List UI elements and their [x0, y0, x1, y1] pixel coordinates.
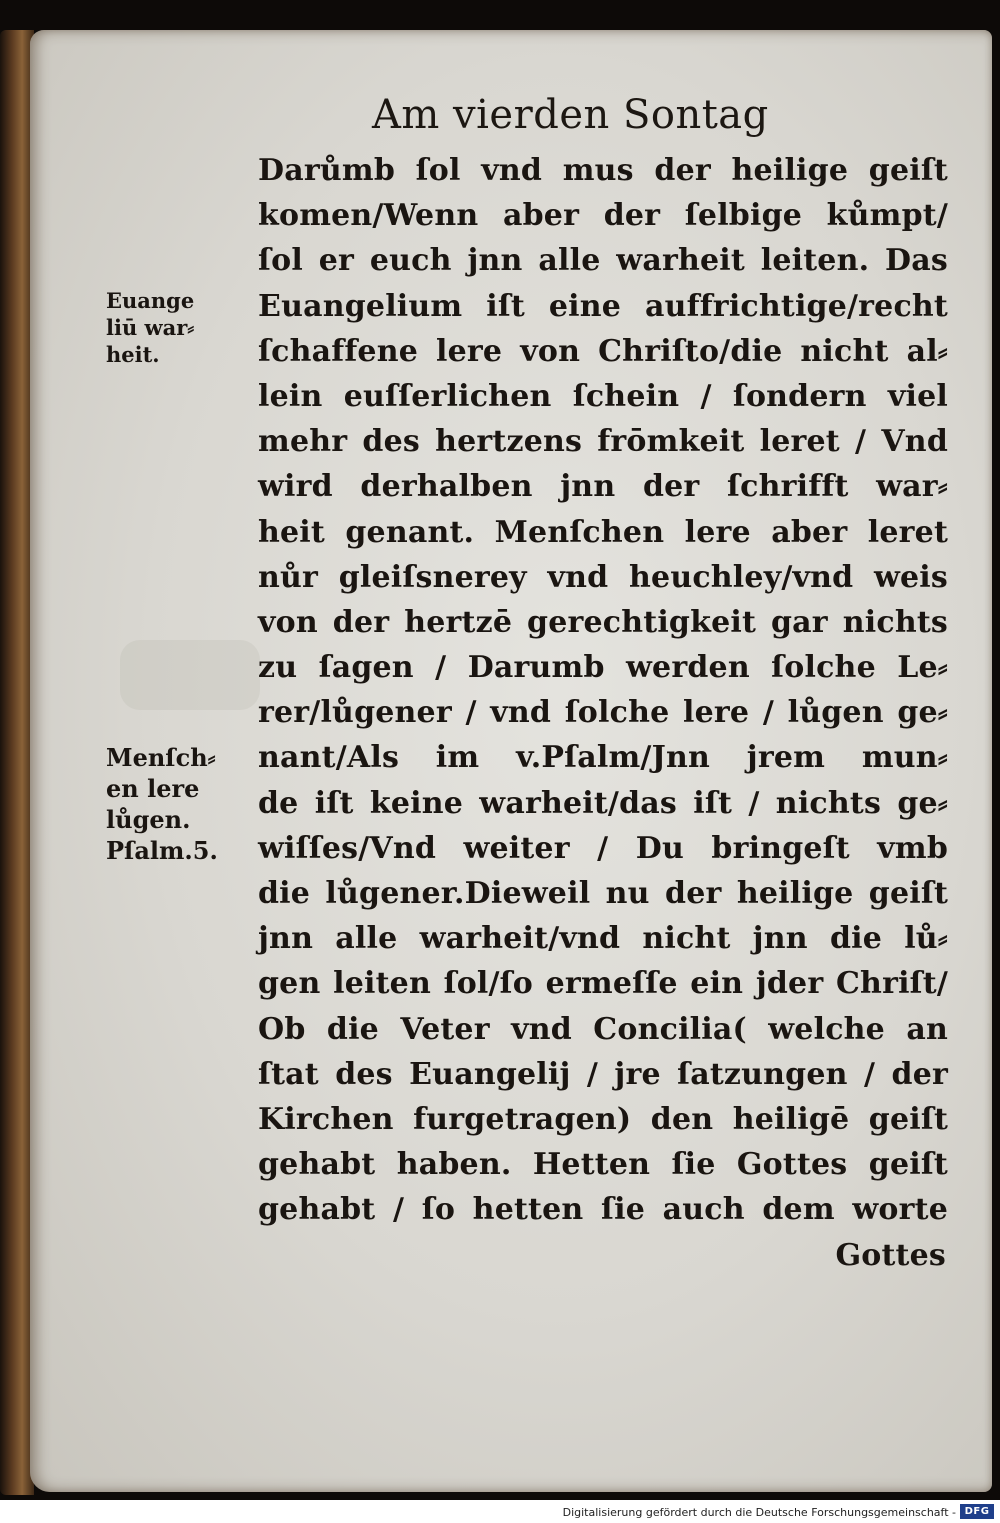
margin-note-line: lůgen. — [106, 805, 191, 834]
catchword: Gottes — [835, 1237, 946, 1273]
text-line: rer/lůgener / vnd ſolche lere / lůgen ge⸗ — [258, 695, 948, 731]
text-line: wiſſes/Vnd weiter / Du bringeſt vmb — [258, 830, 948, 866]
text-line: mehr des hertzens frōmkeit leret / Vnd — [258, 424, 948, 460]
text-line: lein euſſerlichen ſchein / ſondern viel — [258, 378, 948, 414]
margin-note-menschen-lere — [106, 742, 218, 866]
running-head: Am vierden Sontag — [372, 92, 769, 138]
text-line: gehabt haben. Hetten ſie Gottes geiſt — [258, 1147, 948, 1183]
text-line: ſchaffene lere von Chriſto/die nicht al⸗ — [258, 333, 948, 369]
text-line: jnn alle warheit/vnd nicht jnn die lů⸗ — [258, 921, 948, 957]
text-line: zu ſagen / Darumb werden ſolche Le⸗ — [258, 650, 948, 686]
margin-note-line: Menſch⸗ — [106, 743, 216, 772]
footer-credit: Digitalisierung gefördert durch die Deutsche Forschungsgemeinschaft - — [562, 1506, 956, 1519]
margin-note-euangelium — [106, 287, 194, 368]
text-line: Kirchen furgetragen) den heiligē geiſt — [258, 1101, 948, 1137]
text-line: Euangelium iſt eine auffrichtige/recht — [258, 288, 948, 324]
margin-note-line: Euange — [106, 288, 195, 313]
margin-note-line: heit. — [106, 342, 160, 367]
book-spine — [0, 30, 34, 1495]
text-line: gen leiten ſol/ſo ermeſſe ein jder Chriſt/ — [258, 966, 948, 1002]
text-line: nůr gleiſsnerey vnd heuchley/vnd weis — [258, 559, 948, 595]
margin-note-line: liū war⸗ — [106, 315, 195, 340]
show-through-stain — [120, 640, 260, 710]
text-line: Darůmb ſol vnd mus der heilige geiſt — [258, 153, 948, 188]
margin-note-line: en lere — [106, 774, 200, 803]
text-line: heit genant. Menſchen lere aber leret — [258, 514, 948, 550]
text-line: komen/Wenn aber der ſelbige kůmpt/ — [258, 198, 948, 234]
text-line: Ob die Veter vnd Concilia( welche an — [258, 1011, 948, 1047]
text-line: ſtat des Euangelij / jre ſatzungen / der — [258, 1056, 948, 1092]
text-line: gehabt / ſo hetten ſie auch dem worte — [258, 1192, 948, 1228]
text-line: wird derhalben jnn der ſchrifft war⸗ — [258, 469, 948, 505]
text-line: die lůgener.Dieweil nu der heilige geiſt — [258, 876, 948, 911]
dfg-logo[interactable]: DFG — [960, 1504, 994, 1519]
margin-note-line: Pſalm.5. — [106, 836, 218, 865]
text-line: de iſt keine warheit/das iſt / nichts ge⸗ — [258, 785, 948, 821]
body-text — [258, 148, 948, 1278]
text-line: nant/Als im v.Pſalm/Jnn jrem mun⸗ — [258, 740, 948, 776]
text-line: von der hertzē gerechtigkeit gar nichts — [258, 604, 948, 640]
text-line: ſol er euch jnn alle warheit leiten. Das — [258, 243, 948, 279]
